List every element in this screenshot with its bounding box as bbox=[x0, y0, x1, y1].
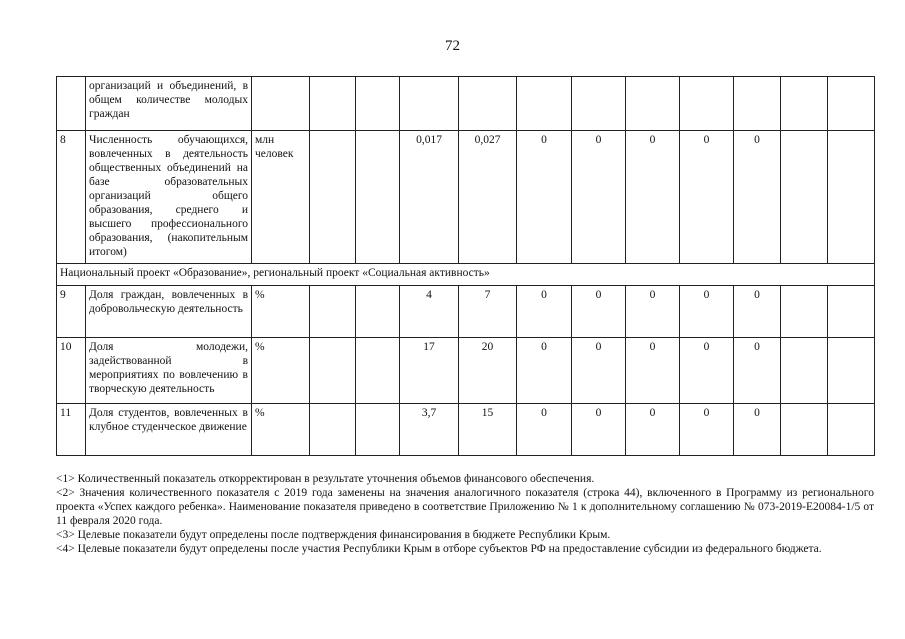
value-cell: 0 bbox=[734, 286, 781, 338]
value-cell: 17 bbox=[400, 338, 459, 404]
unit-cell bbox=[252, 77, 310, 131]
indicator-name: Доля молодежи, задействованной в мероприятиях по вовлечению в творческую деятельность bbox=[86, 338, 252, 404]
table-row bbox=[57, 131, 875, 264]
row-number: 10 bbox=[57, 338, 86, 404]
value-cell: 0 bbox=[626, 404, 680, 456]
unit-cell: % bbox=[252, 338, 310, 404]
section-row bbox=[57, 264, 875, 286]
footnote-4: <4> Целевые показатели будут определены после участия Республики Крым в отборе субъектов РФ на предоставление субсидии из федерального бюджета. bbox=[56, 543, 822, 555]
value-cell bbox=[781, 77, 828, 131]
value-cell bbox=[356, 286, 400, 338]
value-cell bbox=[680, 77, 734, 131]
value-cell: 0 bbox=[517, 286, 572, 338]
footnote-1: <1> Количественный показатель откорректирован в результате уточнения объемов финансового обеспечения. bbox=[56, 473, 595, 485]
value-cell bbox=[356, 404, 400, 456]
value-cell bbox=[734, 77, 781, 131]
value-cell bbox=[459, 77, 517, 131]
value-cell bbox=[310, 131, 356, 264]
value-cell: 4 bbox=[400, 286, 459, 338]
value-cell: 0 bbox=[517, 404, 572, 456]
value-cell: 0 bbox=[734, 338, 781, 404]
value-cell: 0 bbox=[572, 404, 626, 456]
value-cell bbox=[310, 404, 356, 456]
table-row bbox=[57, 338, 875, 404]
value-cell: 0,027 bbox=[459, 131, 517, 264]
value-cell: 0 bbox=[734, 131, 781, 264]
row-number: 11 bbox=[57, 404, 86, 456]
value-cell bbox=[828, 131, 875, 264]
value-cell: 0 bbox=[680, 404, 734, 456]
value-cell: 0 bbox=[572, 286, 626, 338]
value-cell: 7 bbox=[459, 286, 517, 338]
footnotes bbox=[56, 472, 874, 556]
section-title: Национальный проект «Образование», региональный проект «Социальная активность» bbox=[57, 264, 875, 286]
unit-cell: % bbox=[252, 404, 310, 456]
indicator-name: Доля граждан, вовлеченных в добровольческую деятельность bbox=[86, 286, 252, 338]
indicator-name: Доля студентов, вовлеченных в клубное студенческое движение bbox=[86, 404, 252, 456]
value-cell bbox=[828, 338, 875, 404]
value-cell bbox=[626, 77, 680, 131]
value-cell bbox=[310, 286, 356, 338]
value-cell bbox=[781, 286, 828, 338]
value-cell bbox=[400, 77, 459, 131]
value-cell bbox=[517, 77, 572, 131]
row-number: 9 bbox=[57, 286, 86, 338]
value-cell: 20 bbox=[459, 338, 517, 404]
value-cell: 3,7 bbox=[400, 404, 459, 456]
value-cell bbox=[356, 77, 400, 131]
indicators-table bbox=[56, 76, 875, 456]
value-cell: 0 bbox=[572, 131, 626, 264]
value-cell bbox=[572, 77, 626, 131]
table-row bbox=[57, 286, 875, 338]
value-cell: 0 bbox=[626, 286, 680, 338]
value-cell: 0 bbox=[517, 131, 572, 264]
value-cell bbox=[828, 286, 875, 338]
table-row bbox=[57, 77, 875, 131]
indicator-name: Численность обучающихся, вовлеченных в деятельность общественных объединений на базе образовательных организаций общего образования, среднего и высшего профессионального образования, (накопительным итогом) bbox=[86, 131, 252, 264]
value-cell bbox=[310, 77, 356, 131]
value-cell: 0 bbox=[734, 404, 781, 456]
value-cell: 0 bbox=[626, 131, 680, 264]
value-cell: 0 bbox=[572, 338, 626, 404]
footnote-2: <2> Значения количественного показателя с 2019 года заменены на значения аналогичного показателя (строка 44), включенного в Программу из регионального проекта «Успех каждого ребенка». Наименование показателя приведено в соответствие Приложению № 1 к дополнительному соглашению № 073-2019-Е20084-1/5 от 11 февраля 2020 года. bbox=[56, 487, 874, 527]
value-cell: 0 bbox=[680, 131, 734, 264]
value-cell bbox=[356, 131, 400, 264]
value-cell: 0 bbox=[517, 338, 572, 404]
value-cell: 0 bbox=[680, 338, 734, 404]
value-cell bbox=[356, 338, 400, 404]
row-number bbox=[57, 77, 86, 131]
value-cell bbox=[781, 404, 828, 456]
footnote-3: <3> Целевые показатели будут определены после подтверждения финансирования в бюджете Республики Крым. bbox=[56, 529, 611, 541]
value-cell bbox=[828, 77, 875, 131]
value-cell: 0 bbox=[680, 286, 734, 338]
indicator-name: организаций и объединений, в общем количестве молодых граждан bbox=[86, 77, 252, 131]
value-cell bbox=[781, 338, 828, 404]
value-cell: 15 bbox=[459, 404, 517, 456]
unit-cell: млн человек bbox=[252, 131, 310, 264]
value-cell bbox=[310, 338, 356, 404]
value-cell: 0,017 bbox=[400, 131, 459, 264]
page-number: 72 bbox=[445, 38, 460, 54]
value-cell bbox=[781, 131, 828, 264]
value-cell bbox=[828, 404, 875, 456]
unit-cell: % bbox=[252, 286, 310, 338]
row-number: 8 bbox=[57, 131, 86, 264]
table-row bbox=[57, 404, 875, 456]
value-cell: 0 bbox=[626, 338, 680, 404]
